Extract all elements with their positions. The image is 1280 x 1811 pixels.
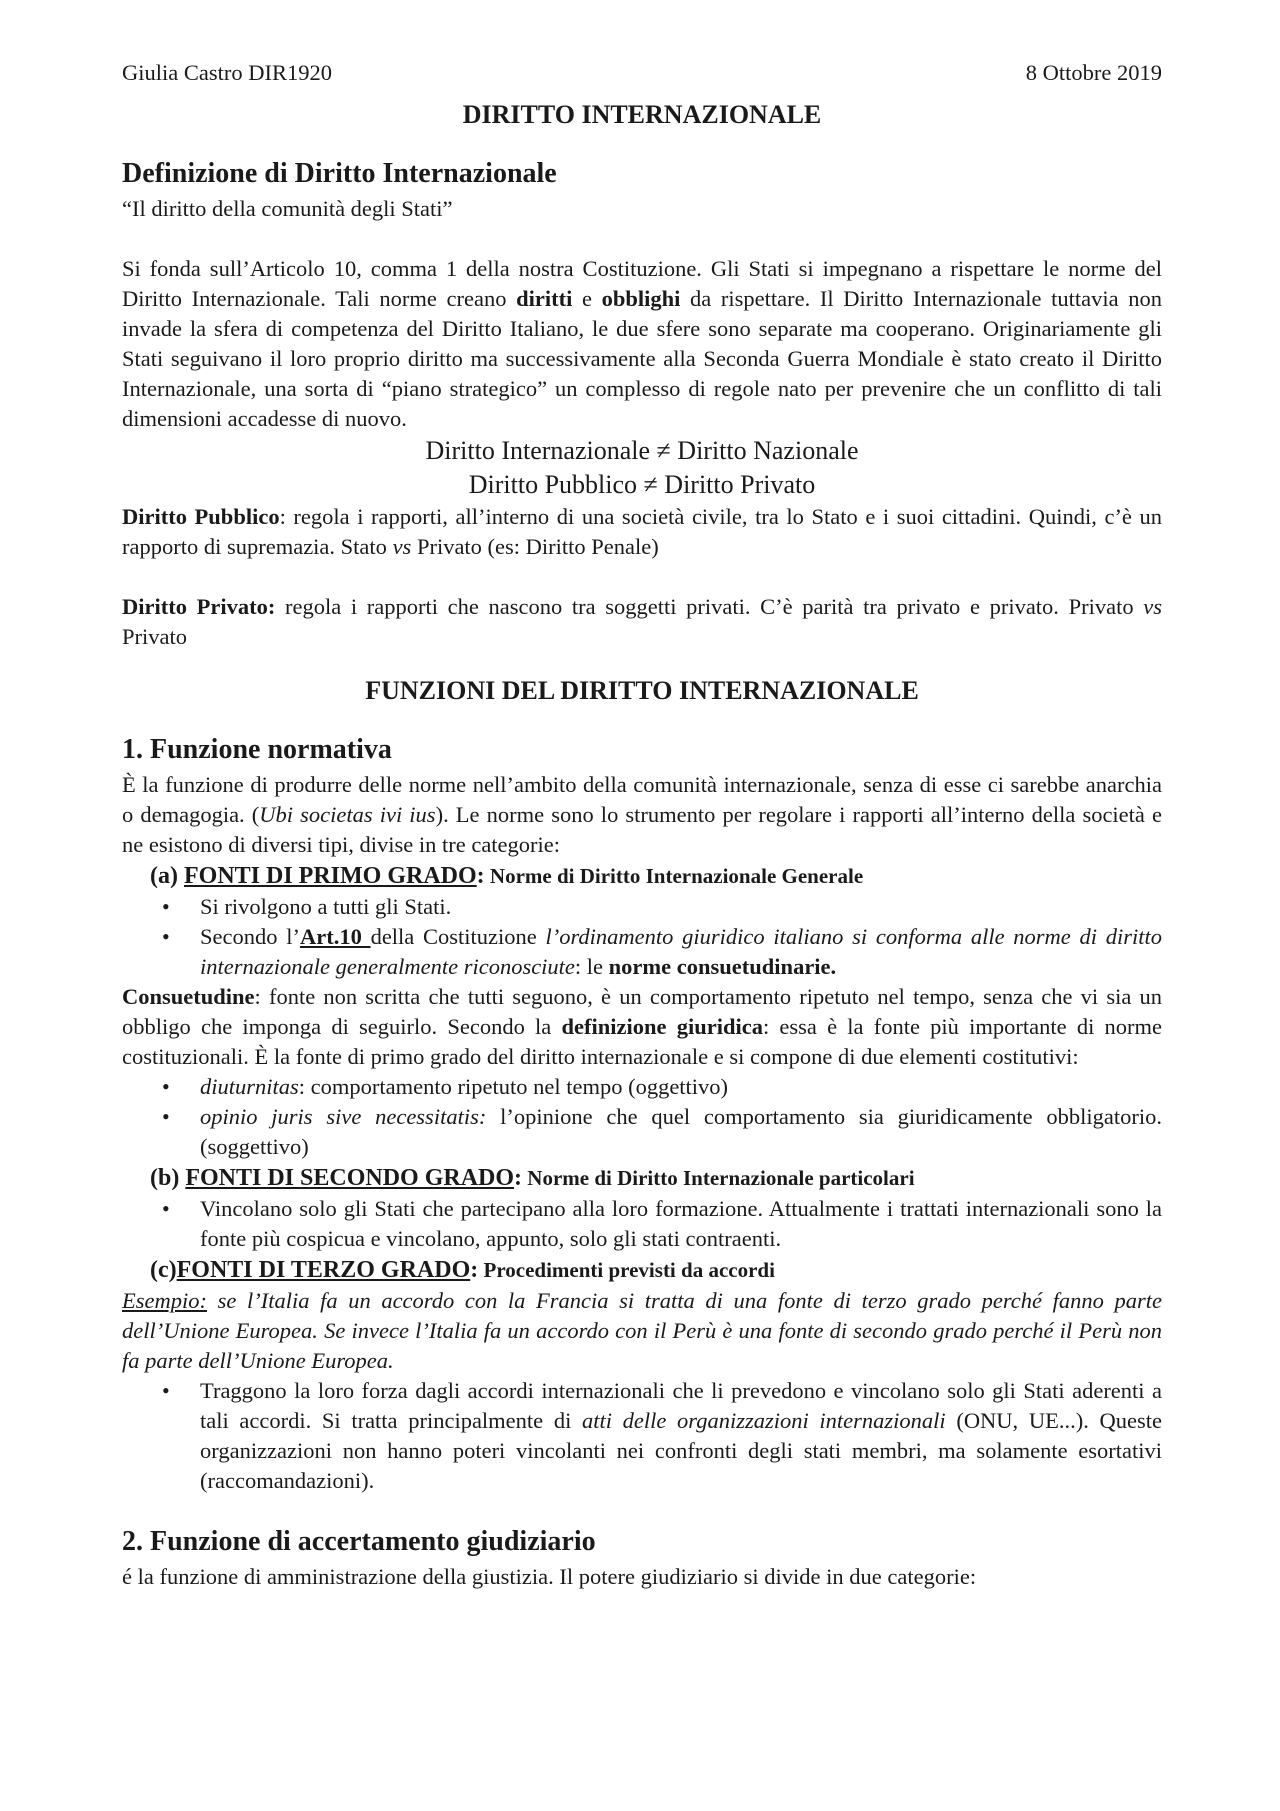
equation-international-national: Diritto Internazionale ≠ Diritto Nazionale bbox=[425, 436, 859, 465]
function-2-paragraph: é la funzione di amministrazione della giustizia. Il potere giudiziario si divide in due categorie: bbox=[122, 1564, 977, 1589]
grade-b-heading: (b) FONTI DI SECONDO GRADO: Norme di Diritto Internazionale particolari bbox=[150, 1165, 915, 1191]
document-title: DIRITTO INTERNAZIONALE bbox=[462, 100, 822, 129]
page-header bbox=[122, 58, 1162, 88]
grade-c-list bbox=[122, 1376, 1162, 1496]
list-item: • Vincolano solo gli Stati che partecipano alla loro formazione. Attualmente i trattati internazionali sono la fonte più cospicua e vincolano, appunto, solo gli stati contraenti. bbox=[200, 1194, 1162, 1254]
function-1-paragraph: È la funzione di produrre delle norme nell’ambito della comunità internazionale, senza di esse ci sarebbe anarchia o demagogia. (Ubi societas ivi ius). Le norme sono lo strumento per regolare i rapporti all’interno della società e ne esistono di diversi tipi, divise in tre categorie: bbox=[122, 772, 1162, 857]
definition-paragraph: Si fonda sull’Articolo 10, comma 1 della nostra Costituzione. Gli Stati si impegnano a rispettare le norme del Diritto Internazionale. Tali norme creano diritti e obblighi da rispettare. Il Diritto Internazionale tuttavia non invade la sfera di competenza del Diritto Italiano, le due sfere sono separate ma cooperano. Originariamente gli Stati seguivano il loro proprio diritto ma successivamente alla Seconda Guerra Mondiale è stato creato il Diritto Internazionale, una sorta di “piano strategico” un complesso di regole nato per prevenire che un conflitto di tali dimensioni accadesse di nuovo. bbox=[122, 256, 1162, 431]
definition-quote: “Il diritto della comunità degli Stati” bbox=[122, 196, 453, 221]
grade-a-heading: (a) FONTI DI PRIMO GRADO: Norme di Diritto Internazionale Generale bbox=[150, 863, 864, 889]
consuetudine-paragraph: Consuetudine: fonte non scritta che tutti seguono, è un comportamento ripetuto nel tempo, senza che vi sia un obbligo che imponga di seguirlo. Secondo la definizione giuridica: essa è la fonte più importante di norme costituzionali. È la fonte di primo grado del diritto internazionale e si compone di due elementi costitutivi: bbox=[122, 984, 1163, 1069]
list-item: • Secondo l’Art.10 della Costituzione l’ordinamento giuridico italiano si conforma alle norme di diritto internazionale generalmente riconosciute: le norme consuetudinarie. bbox=[200, 922, 1162, 982]
list-item: • opinio juris sive necessitatis: l’opinione che quel comportamento sia giuridicamente obbligatorio. (soggettivo) bbox=[200, 1102, 1162, 1162]
function-2-heading: 2. Funzione di accertamento giudiziario bbox=[122, 1526, 596, 1557]
equation-public-private: Diritto Pubblico ≠ Diritto Privato bbox=[468, 470, 816, 499]
document-page bbox=[122, 58, 1162, 1592]
functions-title: FUNZIONI DEL DIRITTO INTERNAZIONALE bbox=[365, 676, 919, 705]
list-item: • Si rivolgono a tutti gli Stati. bbox=[200, 892, 1162, 922]
private-law-paragraph: Diritto Privato: regola i rapporti che nascono tra soggetti privati. C’è parità tra privato e privato. Privato vs Privato bbox=[122, 594, 1162, 649]
definition-heading: Definizione di Diritto Internazionale bbox=[122, 158, 557, 189]
public-law-paragraph: Diritto Pubblico: regola i rapporti, all’interno di una società civile, tra lo Stato e i suoi cittadini. Quindi, c’è un rapporto di supremazia. Stato vs Privato (es: Diritto Penale) bbox=[122, 504, 1162, 559]
header-date: 8 Ottobre 2019 bbox=[1025, 60, 1162, 85]
function-1-heading: 1. Funzione normativa bbox=[122, 734, 392, 765]
grade-a-list bbox=[122, 892, 1162, 982]
author-id: Giulia Castro DIR1920 bbox=[122, 60, 332, 85]
list-item: • diuturnitas: comportamento ripetuto nel tempo (oggettivo) bbox=[200, 1072, 1162, 1102]
consuetudine-list bbox=[122, 1072, 1162, 1162]
list-item: • Traggono la loro forza dagli accordi internazionali che li prevedono e vincolano solo gli Stati aderenti a tali accordi. Si tratta principalmente di atti delle organizzazioni internazionali (ONU, UE...). Queste organizzazioni non hanno poteri vincolanti nei confronti degli stati membri, ma solamente esortativi (raccomandazioni). bbox=[200, 1376, 1162, 1496]
example-paragraph: Esempio: se l’Italia fa un accordo con la Francia si tratta di una fonte di terzo grado perché fanno parte dell’Unione Europea. Se invece l’Italia fa un accordo con il Perù è una fonte di secondo grado perché il Perù non fa parte dell’Unione Europea. bbox=[122, 1288, 1162, 1373]
grade-b-list bbox=[122, 1194, 1162, 1254]
grade-c-heading: (c)FONTI DI TERZO GRADO: Procedimenti previsti da accordi bbox=[150, 1257, 775, 1283]
